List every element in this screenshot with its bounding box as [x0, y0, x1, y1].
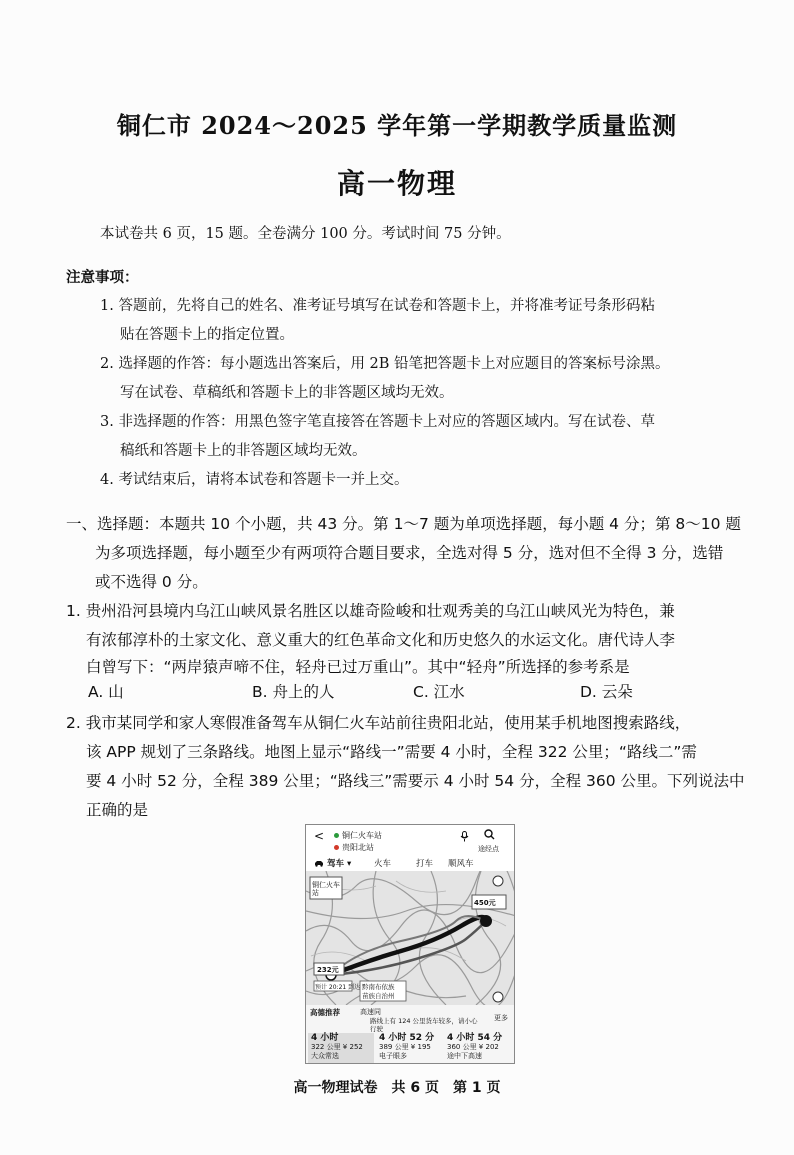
route-time: 4 小时 54 分	[447, 1033, 503, 1043]
notes-title: 注意事项：	[66, 270, 139, 286]
q1-option-b: B. 舟上的人	[252, 683, 335, 701]
recommend-label: 高德推荐	[310, 1008, 340, 1017]
map-app-screenshot	[305, 824, 515, 1064]
origin-dot-icon	[334, 833, 339, 838]
note-line: 2. 选择题的作答：每小题选出答案后，用 2B 铅笔把答题卡上对应题目的答案标号涂黑。	[100, 356, 670, 372]
note-line: 4. 考试结束后，请将本试卷和答题卡一并上交。	[100, 472, 409, 488]
q1-option-d: D. 云朵	[580, 683, 633, 701]
map-region-label: 黔南布依族	[362, 983, 395, 991]
route-options-panel	[306, 1005, 515, 1064]
search-icon[interactable]	[484, 829, 495, 843]
route-option-1[interactable]	[308, 1033, 374, 1064]
q1-option-a: A. 山	[88, 683, 124, 701]
route-tag: 途中下高速	[447, 1052, 482, 1060]
map-route-label: 232元	[317, 966, 339, 974]
map-arrival-label: 预计 20:21 到达	[315, 984, 361, 991]
section-heading: 为多项选择题，每小题至少有两项符合题目要求，全选对得 5 分，选对但不全得 3 分，选错	[95, 544, 724, 562]
waypoint-button[interactable]: 途经点	[478, 845, 499, 853]
map-route-label: 450元	[474, 899, 496, 907]
back-icon[interactable]: <	[314, 829, 325, 843]
question-2-text: 正确的是	[86, 801, 149, 819]
route-tag: 大众常选	[311, 1052, 339, 1060]
route-detail: 360 公里 ¥ 202	[447, 1043, 499, 1051]
question-2-text: 2. 我市某同学和家人寒假准备驾车从铜仁火车站前往贵阳北站，使用某手机地图搜索路线，	[66, 714, 691, 732]
section-heading: 一、选择题：本题共 10 个小题，共 43 分。第 1～7 题为单项选择题，每小题 4 分；第 8～10 题	[66, 515, 741, 533]
route-time: 4 小时 52 分	[379, 1033, 435, 1043]
note-line: 1. 答题前，先将自己的姓名、准考证号填写在试卷和答题卡上，并将准考证号条形码粘	[100, 298, 655, 314]
map-region-label: 苗族自治州	[362, 992, 395, 1000]
question-2-text: 该 APP 规划了三条路线。地图上显示“路线一”需要 4 小时，全程 322 公里；“路线二”需	[86, 743, 697, 761]
exam-title: 铜仁市 2024～2025 学年第一学期教学质量监测	[116, 111, 678, 140]
tab-train[interactable]: 火车	[374, 859, 392, 869]
exam-intro: 本试卷共 6 页，15 题。全卷满分 100 分。考试时间 75 分钟。	[100, 226, 511, 242]
section-heading: 或不选得 0 分。	[95, 573, 208, 591]
route-tag: 高速同	[360, 1008, 381, 1016]
more-button[interactable]: 更多	[494, 1014, 508, 1022]
note-line: 写在试卷、草稿纸和答题卡上的非答题区域均无效。	[120, 385, 454, 401]
tab-taxi[interactable]: 打车	[416, 859, 434, 869]
microphone-icon[interactable]	[460, 831, 469, 845]
q1-option-c: C. 江水	[413, 683, 465, 701]
traffic-notice: 路线上有 124 公里货车较多，请小心行驶	[370, 1017, 478, 1033]
question-2-text: 要 4 小时 52 分，全程 389 公里；“路线三”需要示 4 小时 54 分，全程 360 公里。下列说法中	[86, 772, 745, 790]
destination-label: 贵阳北站	[342, 843, 374, 852]
page-footer: 高一物理试卷 共 6 页 第 1 页	[293, 1080, 501, 1096]
route-option-2[interactable]	[376, 1033, 442, 1064]
route-time: 4 小时	[311, 1033, 339, 1043]
question-1-text: 有浓郁淳朴的土家文化、意义重大的红色革命文化和历史悠久的水运文化。唐代诗人李	[86, 631, 676, 649]
route-detail: 389 公里 ¥ 195	[379, 1043, 431, 1051]
note-line: 贴在答题卡上的指定位置。	[120, 327, 294, 343]
route-tag: 电子眼多	[379, 1052, 407, 1060]
origin-field[interactable]	[334, 830, 382, 841]
tab-drive-label: 驾车	[326, 859, 344, 869]
tab-carpool[interactable]: 顺风车	[448, 859, 474, 869]
map-app-header	[306, 825, 515, 871]
origin-label: 铜仁火车站	[342, 831, 382, 840]
route-map[interactable]	[306, 871, 515, 1005]
destination-dot-icon	[334, 845, 339, 850]
question-1-text: 白曾写下：“两岸猿声啼不住，轻舟已过万重山”。其中“轻舟”所选择的参考系是	[86, 658, 630, 676]
subject-title: 高一物理	[336, 167, 457, 200]
tab-drive[interactable]: 驾车 ▾	[314, 857, 351, 869]
question-1-text: 1. 贵州沿河县境内乌江山峡风景名胜区以雄奇险峻和壮观秀美的乌江山峡风光为特色，兼	[66, 602, 675, 620]
map-origin-badge: 铜仁火车站	[312, 881, 340, 897]
note-line: 3. 非选择题的作答：用黑色签字笔直接答在答题卡上对应的答题区域内。写在试卷、草	[100, 414, 655, 430]
note-line: 稿纸和答题卡上的非答题区域均无效。	[120, 443, 367, 459]
destination-field[interactable]	[334, 842, 374, 853]
route-option-3[interactable]	[444, 1033, 510, 1064]
car-icon	[314, 860, 324, 867]
route-detail: 322 公里 ¥ 252	[311, 1043, 363, 1051]
